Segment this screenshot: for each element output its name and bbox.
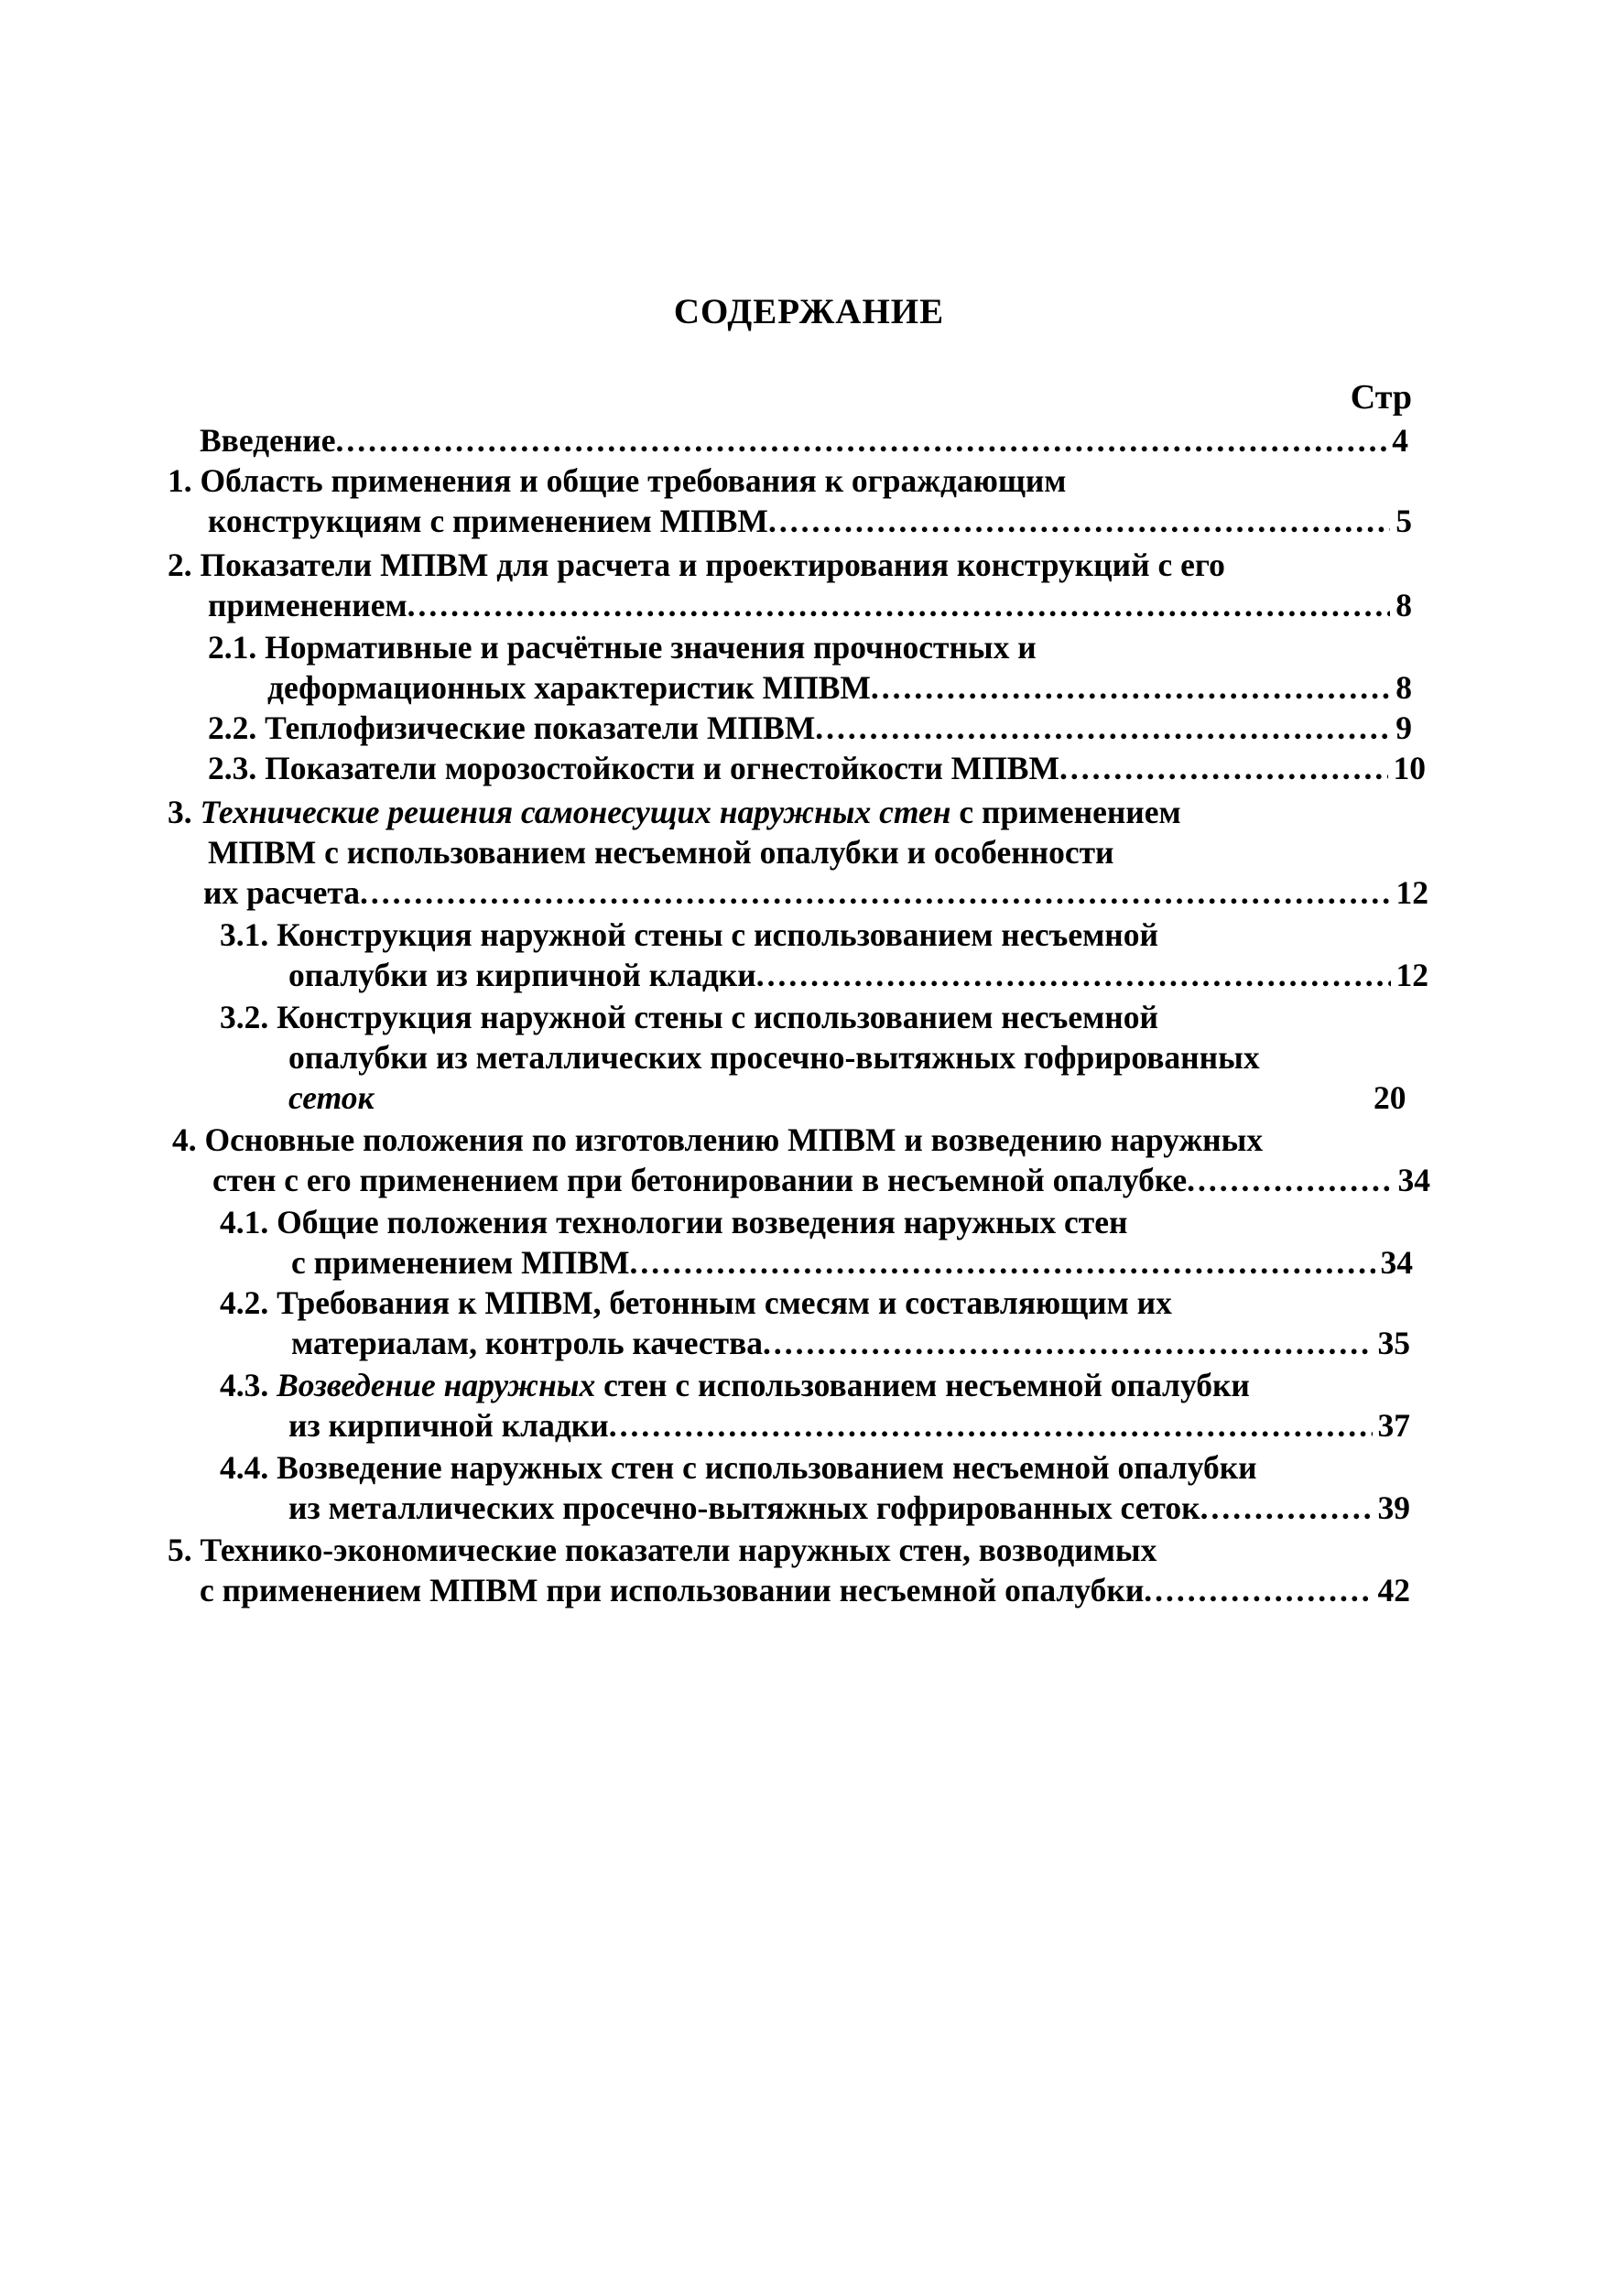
toc-leader-dots bbox=[1200, 1489, 1373, 1527]
toc-entry-page: 10 bbox=[1393, 750, 1426, 786]
toc-entry-text: 2. Показатели МПВМ для расчета и проектирования конструкций с его bbox=[168, 547, 1225, 583]
toc-entry-text: опалубки из кирпичной кладки bbox=[288, 957, 756, 993]
toc-entry-4-3-line-2[interactable] bbox=[288, 1406, 1410, 1445]
toc-entry-text: 2.2. Теплофизические показатели МПВМ bbox=[208, 709, 816, 746]
toc-entry-text: применением bbox=[208, 587, 407, 623]
toc-entry-text: МПВМ с использованием несъемной опалубки и особенности bbox=[208, 834, 1114, 871]
toc-entry-text: деформационных характеристик МПВМ bbox=[267, 669, 871, 706]
toc-entry-3-2-line-3[interactable] bbox=[288, 1078, 374, 1117]
toc-entry-text: 4.3. bbox=[220, 1367, 277, 1403]
toc-entry-page: 12 bbox=[1395, 957, 1428, 993]
toc-entry-introduction[interactable] bbox=[200, 421, 1408, 460]
toc-entry-3-line-1[interactable] bbox=[168, 793, 1181, 831]
toc-entry-4-line-1[interactable] bbox=[172, 1121, 1263, 1159]
toc-entry-text: с применением МПВМ при использовании несъемной опалубки bbox=[200, 1572, 1145, 1608]
toc-entry-text: стен с его применением при бетонировании в несъемной опалубке bbox=[212, 1162, 1188, 1198]
toc-entry-text: их расчета bbox=[203, 874, 361, 911]
toc-entry-page: 34 bbox=[1397, 1162, 1430, 1198]
toc-entry-4-2-line-2[interactable] bbox=[291, 1324, 1410, 1362]
toc-entry-2-line-2[interactable] bbox=[208, 586, 1412, 624]
toc-entry-text: 5. Технико-экономические показатели наружных стен, возводимых bbox=[168, 1532, 1157, 1568]
toc-entry-text: 3. bbox=[168, 794, 201, 830]
toc-entry-text: 3.1. Конструкция наружной стены с использованием несъемной bbox=[220, 916, 1158, 953]
toc-leader-dots bbox=[1144, 1571, 1372, 1609]
toc-entry-text: 1. Область применения и общие требования к ограждающим bbox=[168, 462, 1067, 499]
toc-entry-text: с применением bbox=[950, 794, 1181, 830]
toc-leader-dots bbox=[1187, 1161, 1392, 1199]
toc-entry-text: 4.4. Возведение наружных стен с использованием несъемной опалубки bbox=[220, 1449, 1257, 1486]
toc-entry-page: 12 bbox=[1395, 874, 1428, 911]
toc-entry-text: 3.2. Конструкция наружной стены с использованием несъемной bbox=[220, 999, 1158, 1035]
toc-entry-text: из металлических просечно-вытяжных гофрированных сеток bbox=[288, 1489, 1200, 1526]
toc-entry-1-line-2[interactable] bbox=[208, 502, 1412, 540]
toc-leader-dots bbox=[609, 1406, 1373, 1445]
toc-entry-3-1-line-1[interactable] bbox=[220, 915, 1158, 954]
toc-entry-page: 8 bbox=[1395, 587, 1412, 623]
toc-entry-text: сеток bbox=[288, 1079, 375, 1116]
toc-entry-text: из кирпичной кладки bbox=[288, 1407, 609, 1444]
toc-entry-text: с применением МПВМ bbox=[291, 1244, 630, 1281]
toc-entry-3-2-line-2[interactable] bbox=[288, 1038, 1260, 1077]
toc-entry-text: опалубки из металлических просечно-вытяжных гофрированных bbox=[288, 1039, 1260, 1076]
toc-entry-page: 34 bbox=[1380, 1244, 1413, 1281]
toc-entry-2-line-1[interactable] bbox=[168, 546, 1225, 584]
toc-entry-page: 35 bbox=[1377, 1325, 1410, 1361]
toc-entry-2-3[interactable] bbox=[208, 749, 1426, 787]
toc-leader-dots bbox=[629, 1243, 1374, 1282]
toc-leader-dots bbox=[360, 873, 1390, 912]
toc-entry-page: 4 bbox=[1392, 422, 1408, 459]
toc-entry-page: 42 bbox=[1377, 1572, 1410, 1608]
toc-leader-dots bbox=[768, 502, 1390, 540]
toc-entry-page: 9 bbox=[1395, 709, 1412, 746]
page-column-label: Стр bbox=[1350, 378, 1412, 417]
toc-entry-1-line-1[interactable] bbox=[168, 461, 1066, 500]
toc-entry-2-1-line-2[interactable] bbox=[267, 668, 1412, 707]
toc-entry-text: 4.1. Общие положения технологии возведения наружных стен bbox=[220, 1204, 1128, 1240]
toc-leader-dots bbox=[815, 709, 1390, 747]
toc-entry-4-4-line-2[interactable] bbox=[288, 1489, 1410, 1527]
toc-leader-dots bbox=[336, 421, 1387, 460]
page-title: СОДЕРЖАНИЕ bbox=[673, 292, 945, 331]
toc-entry-3-line-3[interactable] bbox=[203, 873, 1428, 912]
toc-entry-text: материалам, контроль качества bbox=[291, 1325, 764, 1361]
toc-entry-4-3-line-1[interactable] bbox=[220, 1366, 1250, 1404]
toc-entry-4-1-line-2[interactable] bbox=[291, 1243, 1413, 1282]
toc-entry-text-italic: Возведение наружных bbox=[277, 1367, 596, 1403]
toc-entry-text: 4.2. Требования к МПВМ, бетонным смесям и составляющим их bbox=[220, 1284, 1172, 1321]
toc-entry-4-2-line-1[interactable] bbox=[220, 1283, 1172, 1322]
toc-leader-dots bbox=[756, 956, 1391, 994]
toc-leader-dots bbox=[763, 1324, 1372, 1362]
toc-entry-text: Введение bbox=[200, 422, 336, 459]
toc-entry-3-1-line-2[interactable] bbox=[288, 956, 1428, 994]
toc-entry-3-line-2[interactable] bbox=[208, 833, 1114, 872]
toc-entry-text-italic: Технические решения самонесущих наружных стен bbox=[200, 794, 951, 830]
toc-entry-2-2[interactable] bbox=[208, 709, 1412, 747]
toc-entry-4-1-line-1[interactable] bbox=[220, 1203, 1127, 1241]
toc-entry-text: стен с использованием несъемной опалубки bbox=[595, 1367, 1250, 1403]
toc-entry-2-1-line-1[interactable] bbox=[208, 628, 1037, 666]
toc-leader-dots bbox=[871, 668, 1390, 707]
toc-entry-5-line-1[interactable] bbox=[168, 1531, 1156, 1569]
toc-entry-4-4-line-1[interactable] bbox=[220, 1448, 1257, 1487]
toc-entry-4-line-2[interactable] bbox=[212, 1161, 1430, 1199]
toc-entry-text: 2.3. Показатели морозостойкости и огнестойкости МПВМ bbox=[208, 750, 1059, 786]
toc-entry-3-2-line-1[interactable] bbox=[220, 998, 1158, 1036]
toc-entry-text: 2.1. Нормативные и расчётные значения прочностных и bbox=[208, 629, 1037, 666]
toc-entry-page: 39 bbox=[1377, 1489, 1410, 1526]
toc-entry-text: 4. Основные положения по изготовлению МПВМ и возведению наружных bbox=[172, 1121, 1264, 1158]
toc-leader-dots bbox=[407, 586, 1391, 624]
toc-entry-page: 8 bbox=[1395, 669, 1412, 706]
toc-entry-text: конструкциям с применением МПВМ bbox=[208, 503, 768, 539]
toc-entry-5-line-2[interactable] bbox=[200, 1571, 1410, 1609]
toc-entry-page: 20 bbox=[1374, 1079, 1406, 1116]
toc-entry-page: 37 bbox=[1377, 1407, 1410, 1444]
toc-entry-page: 5 bbox=[1395, 503, 1412, 539]
toc-leader-dots bbox=[1059, 749, 1388, 787]
